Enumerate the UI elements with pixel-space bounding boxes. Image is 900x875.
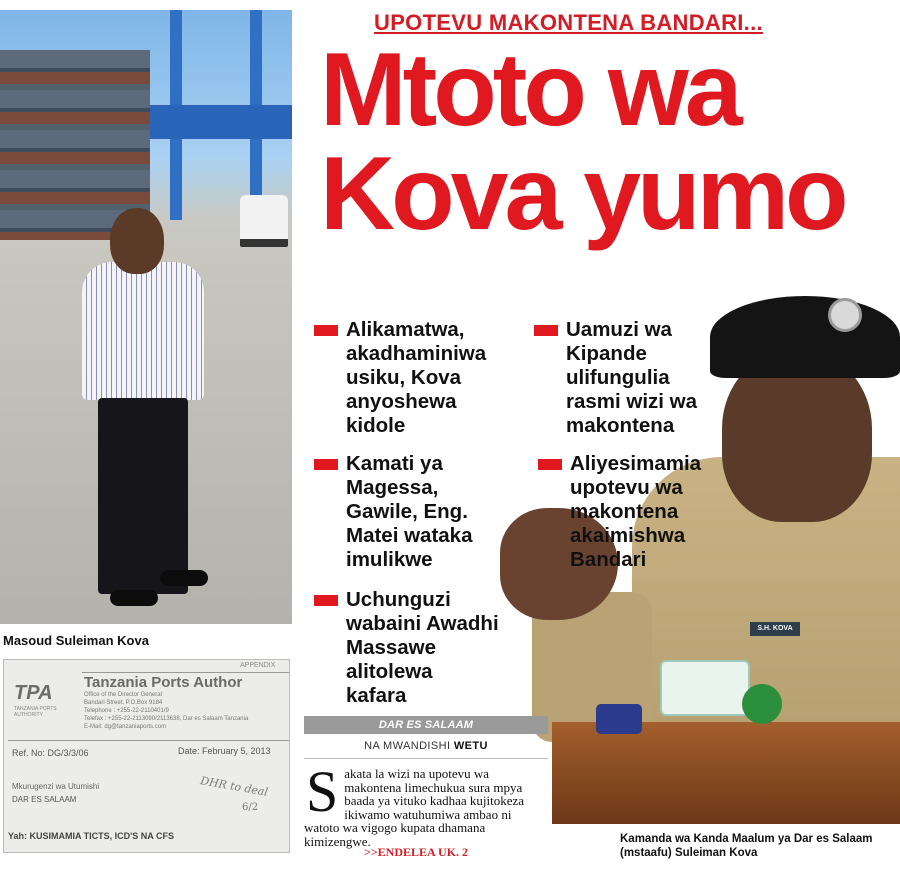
bullet-marker-icon (314, 595, 338, 606)
bullet-text: Uchunguzi wabaini Awadhi Massawe alitolewa kafara (346, 588, 499, 707)
byline-name: WETU (453, 740, 488, 752)
bullet-text: Uamuzi wa Kipande ulifungulia rasmi wizi wa makontena (566, 318, 698, 437)
doc-date: Date: February 5, 2013 (178, 746, 271, 756)
doc-top-rule (82, 672, 290, 673)
photo-masoud-kova (0, 10, 292, 624)
microphone-icon (742, 684, 782, 724)
doc-recipient-city: DAR ES SALAAM (12, 795, 77, 804)
bullet-item (570, 452, 740, 572)
doc-address-line: Office of the Director General (84, 692, 162, 698)
doc-recipient: Mkurugenzi wa Utumishi (12, 782, 100, 791)
bullet-text: Kamati ya Magessa, Gawile, Eng. Matei wataka imulikwe (346, 452, 473, 571)
photo-left-caption: Masoud Suleiman Kova (3, 633, 149, 648)
drop-cap: S (306, 759, 339, 824)
bullet-text: Aliyesimamia upotevu wa makontena akaimishwa Bandari (570, 452, 702, 571)
bullet-marker-icon (314, 459, 338, 470)
byline (304, 740, 548, 752)
microphone-icon (660, 660, 750, 716)
photo-man-pants (98, 398, 188, 594)
doc-stamp: APPENDIX (240, 662, 276, 669)
doc-org-name: Tanzania Ports Author (84, 674, 243, 691)
doc-address-line: Telephone : +255-22-2110401/9 (84, 708, 169, 714)
main-headline (320, 32, 900, 252)
kicker-headline: UPOTEVU MAKONTENA BANDARI... (374, 10, 763, 35)
doc-address-line: Telefax : +255-22-2113090/2113638, Dar es Salaam Tanzania (84, 716, 249, 722)
bullet-text: Alikamatwa, akadhaminiwa usiku, Kova anyoshewa kidole (346, 318, 487, 437)
tpa-logo-sub: TANZANIA PORTS AUTHORITY (14, 706, 57, 718)
photo-crane-beam (150, 105, 292, 139)
photo-right-caption: Kamanda wa Kanda Maalum ya Dar es Salaam (mstaafu) Suleiman Kova (620, 833, 873, 859)
tpa-logo: TPA (14, 682, 53, 704)
bullet-item (566, 318, 736, 438)
photo-nametag: S.H. KOVA (750, 622, 800, 636)
doc-handwriting-date: 6/2 (242, 802, 259, 813)
byline-prefix: NA MWANDISHI (364, 740, 451, 752)
microphone-icon (596, 704, 642, 734)
bullet-item (346, 318, 526, 438)
doc-ref-number: Ref. No: DG/3/3/06 (12, 748, 89, 758)
cap-badge-icon (828, 298, 862, 332)
photo-man-shoe (110, 590, 158, 606)
doc-address-line: Bandari Street, P.O.Box 9184 (84, 700, 163, 706)
dateline: DAR ES SALAAM (304, 716, 548, 734)
bullet-item (346, 452, 516, 572)
photo-man-shirt (82, 262, 204, 400)
story-text: akata la wizi na upotevu wa makontena limechukua sura mpya baada ya vituko kadhaa kujitokeza ikiwamo watuhumiwa ambao ni watoto wa vigogo kupata dhamana kimizengwe. (304, 766, 525, 849)
document-scan (3, 659, 290, 853)
photo-van (240, 195, 288, 247)
story-body (304, 759, 548, 849)
bullet-item (346, 588, 536, 708)
bullet-marker-icon (314, 325, 338, 336)
headline-line-1: Mtoto wa (320, 32, 739, 148)
photo-man-head (110, 208, 164, 274)
headline-line-2: Kova yumo (320, 136, 845, 252)
doc-rule (8, 740, 290, 741)
photo-podium (552, 722, 900, 824)
divider (304, 758, 548, 759)
photo-man-shoe (160, 570, 208, 586)
doc-address-line: E-Mail: dg@tanzaniaports.com (84, 724, 167, 730)
photo-police-cap (710, 296, 900, 378)
bullet-marker-icon (534, 325, 558, 336)
bullet-marker-icon (538, 459, 562, 470)
continue-link[interactable]: >>ENDELEA UK. 2 (364, 845, 469, 859)
doc-handwriting: DHR to deal (199, 774, 269, 799)
doc-subject: Yah: KUSIMAMIA TICTS, ICD'S NA CFS (8, 831, 174, 841)
